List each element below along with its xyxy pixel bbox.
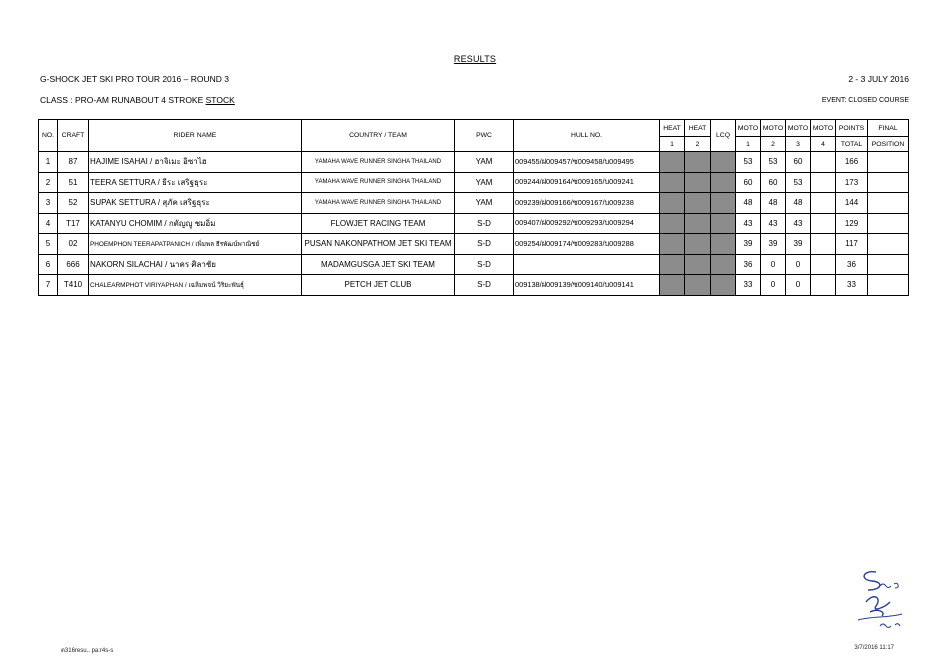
col-final: FINAL [868, 120, 909, 137]
cell-moto3: 60 [786, 152, 811, 173]
cell-moto2: 39 [761, 234, 786, 255]
cell-moto3: 48 [786, 193, 811, 214]
cell-heat2 [685, 193, 711, 214]
col-final-sub: POSITION [868, 137, 909, 152]
signature-scrawl [866, 597, 890, 616]
cell-craft: 02 [58, 234, 89, 255]
cell-moto1: 43 [736, 213, 761, 234]
cell-moto3: 43 [786, 213, 811, 234]
cell-pwc: S-D [455, 254, 514, 275]
cell-rider: SUPAK SETTURA / สุภัค เสริฐธุระ [89, 193, 302, 214]
cell-final [868, 193, 909, 214]
cell-moto3: 39 [786, 234, 811, 255]
event-date: 2 - 3 JULY 2016 [848, 74, 909, 84]
cell-team: YAMAHA WAVE RUNNER SINGHA THAILAND [302, 152, 455, 173]
cell-pwc: S-D [455, 213, 514, 234]
cell-rider: CHALEARMPHOT VIRIYAPHAN / เฉลิมพจน์ วิริยะพันธุ์ [89, 275, 302, 296]
cell-heat1 [660, 193, 685, 214]
signature-stamp [852, 568, 912, 634]
cell-hull [514, 254, 660, 275]
cell-lcq [711, 193, 736, 214]
cell-moto2: 48 [761, 193, 786, 214]
footer-timestamp: 3/7/2016 11:17 [854, 645, 894, 651]
cell-pwc: S-D [455, 275, 514, 296]
col-lcq: LCQ [711, 120, 736, 152]
cell-team: FLOWJET RACING TEAM [302, 213, 455, 234]
cell-hull: 009254/ฝ009174/ซ009283/บ009288 [514, 234, 660, 255]
cell-lcq [711, 234, 736, 255]
col-heat2: HEAT [685, 120, 711, 137]
event-note: EVENT: CLOSED COURSE [821, 97, 909, 104]
table-row [39, 213, 909, 234]
cell-team: PETCH JET CLUB [302, 275, 455, 296]
cell-moto1: 48 [736, 193, 761, 214]
cell-team: MADAMGUSGA JET SKI TEAM [302, 254, 455, 275]
cell-moto2: 0 [761, 254, 786, 275]
table-row [39, 152, 909, 173]
cell-lcq [711, 213, 736, 234]
signature-date-mark [880, 583, 898, 588]
class-prefix: CLASS : PRO-AM RUNABOUT 4 STROKE [40, 95, 206, 105]
col-points: POINTS [836, 120, 868, 137]
table-row [39, 193, 909, 214]
cell-moto1: 39 [736, 234, 761, 255]
class-line [40, 95, 235, 105]
signature-stroke [864, 572, 880, 590]
cell-moto2: 43 [761, 213, 786, 234]
cell-moto2: 53 [761, 152, 786, 173]
cell-heat1 [660, 254, 685, 275]
header-row-top [39, 120, 909, 137]
cell-lcq [711, 172, 736, 193]
cell-hull: 009138/ฝ009139/ซ009140/บ009141 [514, 275, 660, 296]
cell-pwc: YAM [455, 152, 514, 173]
col-rider: RIDER NAME [89, 120, 302, 152]
cell-moto2: 0 [761, 275, 786, 296]
cell-pwc: YAM [455, 172, 514, 193]
table-row [39, 275, 909, 296]
col-moto4-num: 4 [811, 137, 836, 152]
col-moto3: MOTO [786, 120, 811, 137]
cell-final [868, 275, 909, 296]
cell-points: 129 [836, 213, 868, 234]
cell-hull: 009244/ฝ009164/ซ009165/บ009241 [514, 172, 660, 193]
cell-moto4 [811, 172, 836, 193]
cell-lcq [711, 254, 736, 275]
cell-moto4 [811, 152, 836, 173]
cell-craft: 666 [58, 254, 89, 275]
col-pwc: PWC [455, 120, 514, 152]
col-team: COUNTRY / TEAM [302, 120, 455, 152]
cell-points: 36 [836, 254, 868, 275]
cell-heat2 [685, 152, 711, 173]
col-moto1-num: 1 [736, 137, 761, 152]
col-moto2: MOTO [761, 120, 786, 137]
cell-team: YAMAHA WAVE RUNNER SINGHA THAILAND [302, 193, 455, 214]
cell-no: 1 [39, 152, 58, 173]
cell-craft: 52 [58, 193, 89, 214]
cell-craft: 51 [58, 172, 89, 193]
cell-rider: PHOEMPHON TEERAPATPANICH / เพิ่มพล ธีรพัฒน์พาณิชย์ [89, 234, 302, 255]
cell-final [868, 234, 909, 255]
cell-heat2 [685, 234, 711, 255]
cell-team: YAMAHA WAVE RUNNER SINGHA THAILAND [302, 172, 455, 193]
cell-heat1 [660, 172, 685, 193]
cell-lcq [711, 152, 736, 173]
cell-points: 173 [836, 172, 868, 193]
col-moto1: MOTO [736, 120, 761, 137]
cell-moto3: 0 [786, 254, 811, 275]
cell-moto1: 53 [736, 152, 761, 173]
cell-moto4 [811, 234, 836, 255]
col-heat1-num: 1 [660, 137, 685, 152]
cell-points: 144 [836, 193, 868, 214]
col-heat2-num: 2 [685, 137, 711, 152]
col-moto3-num: 3 [786, 137, 811, 152]
cell-craft: 87 [58, 152, 89, 173]
cell-moto3: 0 [786, 275, 811, 296]
cell-final [868, 254, 909, 275]
cell-heat1 [660, 234, 685, 255]
footer-file: ต316resu.. pa:r4s-s [61, 648, 114, 654]
cell-rider: TEERA SETTURA / ธีระ เสริฐธุระ [89, 172, 302, 193]
cell-no: 6 [39, 254, 58, 275]
cell-moto2: 60 [761, 172, 786, 193]
cell-no: 5 [39, 234, 58, 255]
col-moto2-num: 2 [761, 137, 786, 152]
cell-points: 117 [836, 234, 868, 255]
cell-rider: KATANYU CHOMIM / กตัญญู ชมอิ่ม [89, 213, 302, 234]
cell-final [868, 172, 909, 193]
table-row [39, 234, 909, 255]
cell-no: 2 [39, 172, 58, 193]
cell-final [868, 152, 909, 173]
cell-moto4 [811, 254, 836, 275]
col-moto4: MOTO [811, 120, 836, 137]
results-heading: RESULTS [453, 54, 497, 64]
cell-moto1: 60 [736, 172, 761, 193]
cell-team: PUSAN NAKONPATHOM JET SKI TEAM [302, 234, 455, 255]
cell-hull: 009455/ฝ009457/ซ009458/บ009495 [514, 152, 660, 173]
cell-rider: NAKORN SILACHAI / นาคร ศิลาชัย [89, 254, 302, 275]
cell-hull: 009239/ฝ009166/ซ009167/บ009238 [514, 193, 660, 214]
table-row [39, 254, 909, 275]
cell-moto4 [811, 213, 836, 234]
class-emphasis: STOCK [205, 95, 235, 105]
col-hull: HULL NO. [514, 120, 660, 152]
cell-no: 7 [39, 275, 58, 296]
cell-moto1: 33 [736, 275, 761, 296]
cell-moto4 [811, 275, 836, 296]
col-heat1: HEAT [660, 120, 685, 137]
event-title: G-SHOCK JET SKI PRO TOUR 2016 – ROUND 3 [40, 74, 229, 84]
cell-heat1 [660, 152, 685, 173]
cell-lcq [711, 275, 736, 296]
cell-points: 33 [836, 275, 868, 296]
cell-no: 3 [39, 193, 58, 214]
cell-moto1: 36 [736, 254, 761, 275]
cell-points: 166 [836, 152, 868, 173]
cell-final [868, 213, 909, 234]
cell-moto3: 53 [786, 172, 811, 193]
cell-heat2 [685, 254, 711, 275]
col-craft: CRAFT [58, 120, 89, 152]
results-table [38, 119, 909, 296]
cell-heat1 [660, 213, 685, 234]
signature-underline [858, 614, 902, 628]
cell-craft: T17 [58, 213, 89, 234]
col-points-sub: TOTAL [836, 137, 868, 152]
cell-heat2 [685, 213, 711, 234]
cell-pwc: YAM [455, 193, 514, 214]
cell-hull: 009407/ฝ009292/ซ009293/บ009294 [514, 213, 660, 234]
cell-rider: HAJIME ISAHAI / ฮาจิเมะ อิซาไฮ [89, 152, 302, 173]
cell-no: 4 [39, 213, 58, 234]
cell-heat1 [660, 275, 685, 296]
cell-moto4 [811, 193, 836, 214]
cell-heat2 [685, 275, 711, 296]
cell-craft: T410 [58, 275, 89, 296]
table-row [39, 172, 909, 193]
cell-pwc: S-D [455, 234, 514, 255]
cell-heat2 [685, 172, 711, 193]
col-no: NO. [39, 120, 58, 152]
